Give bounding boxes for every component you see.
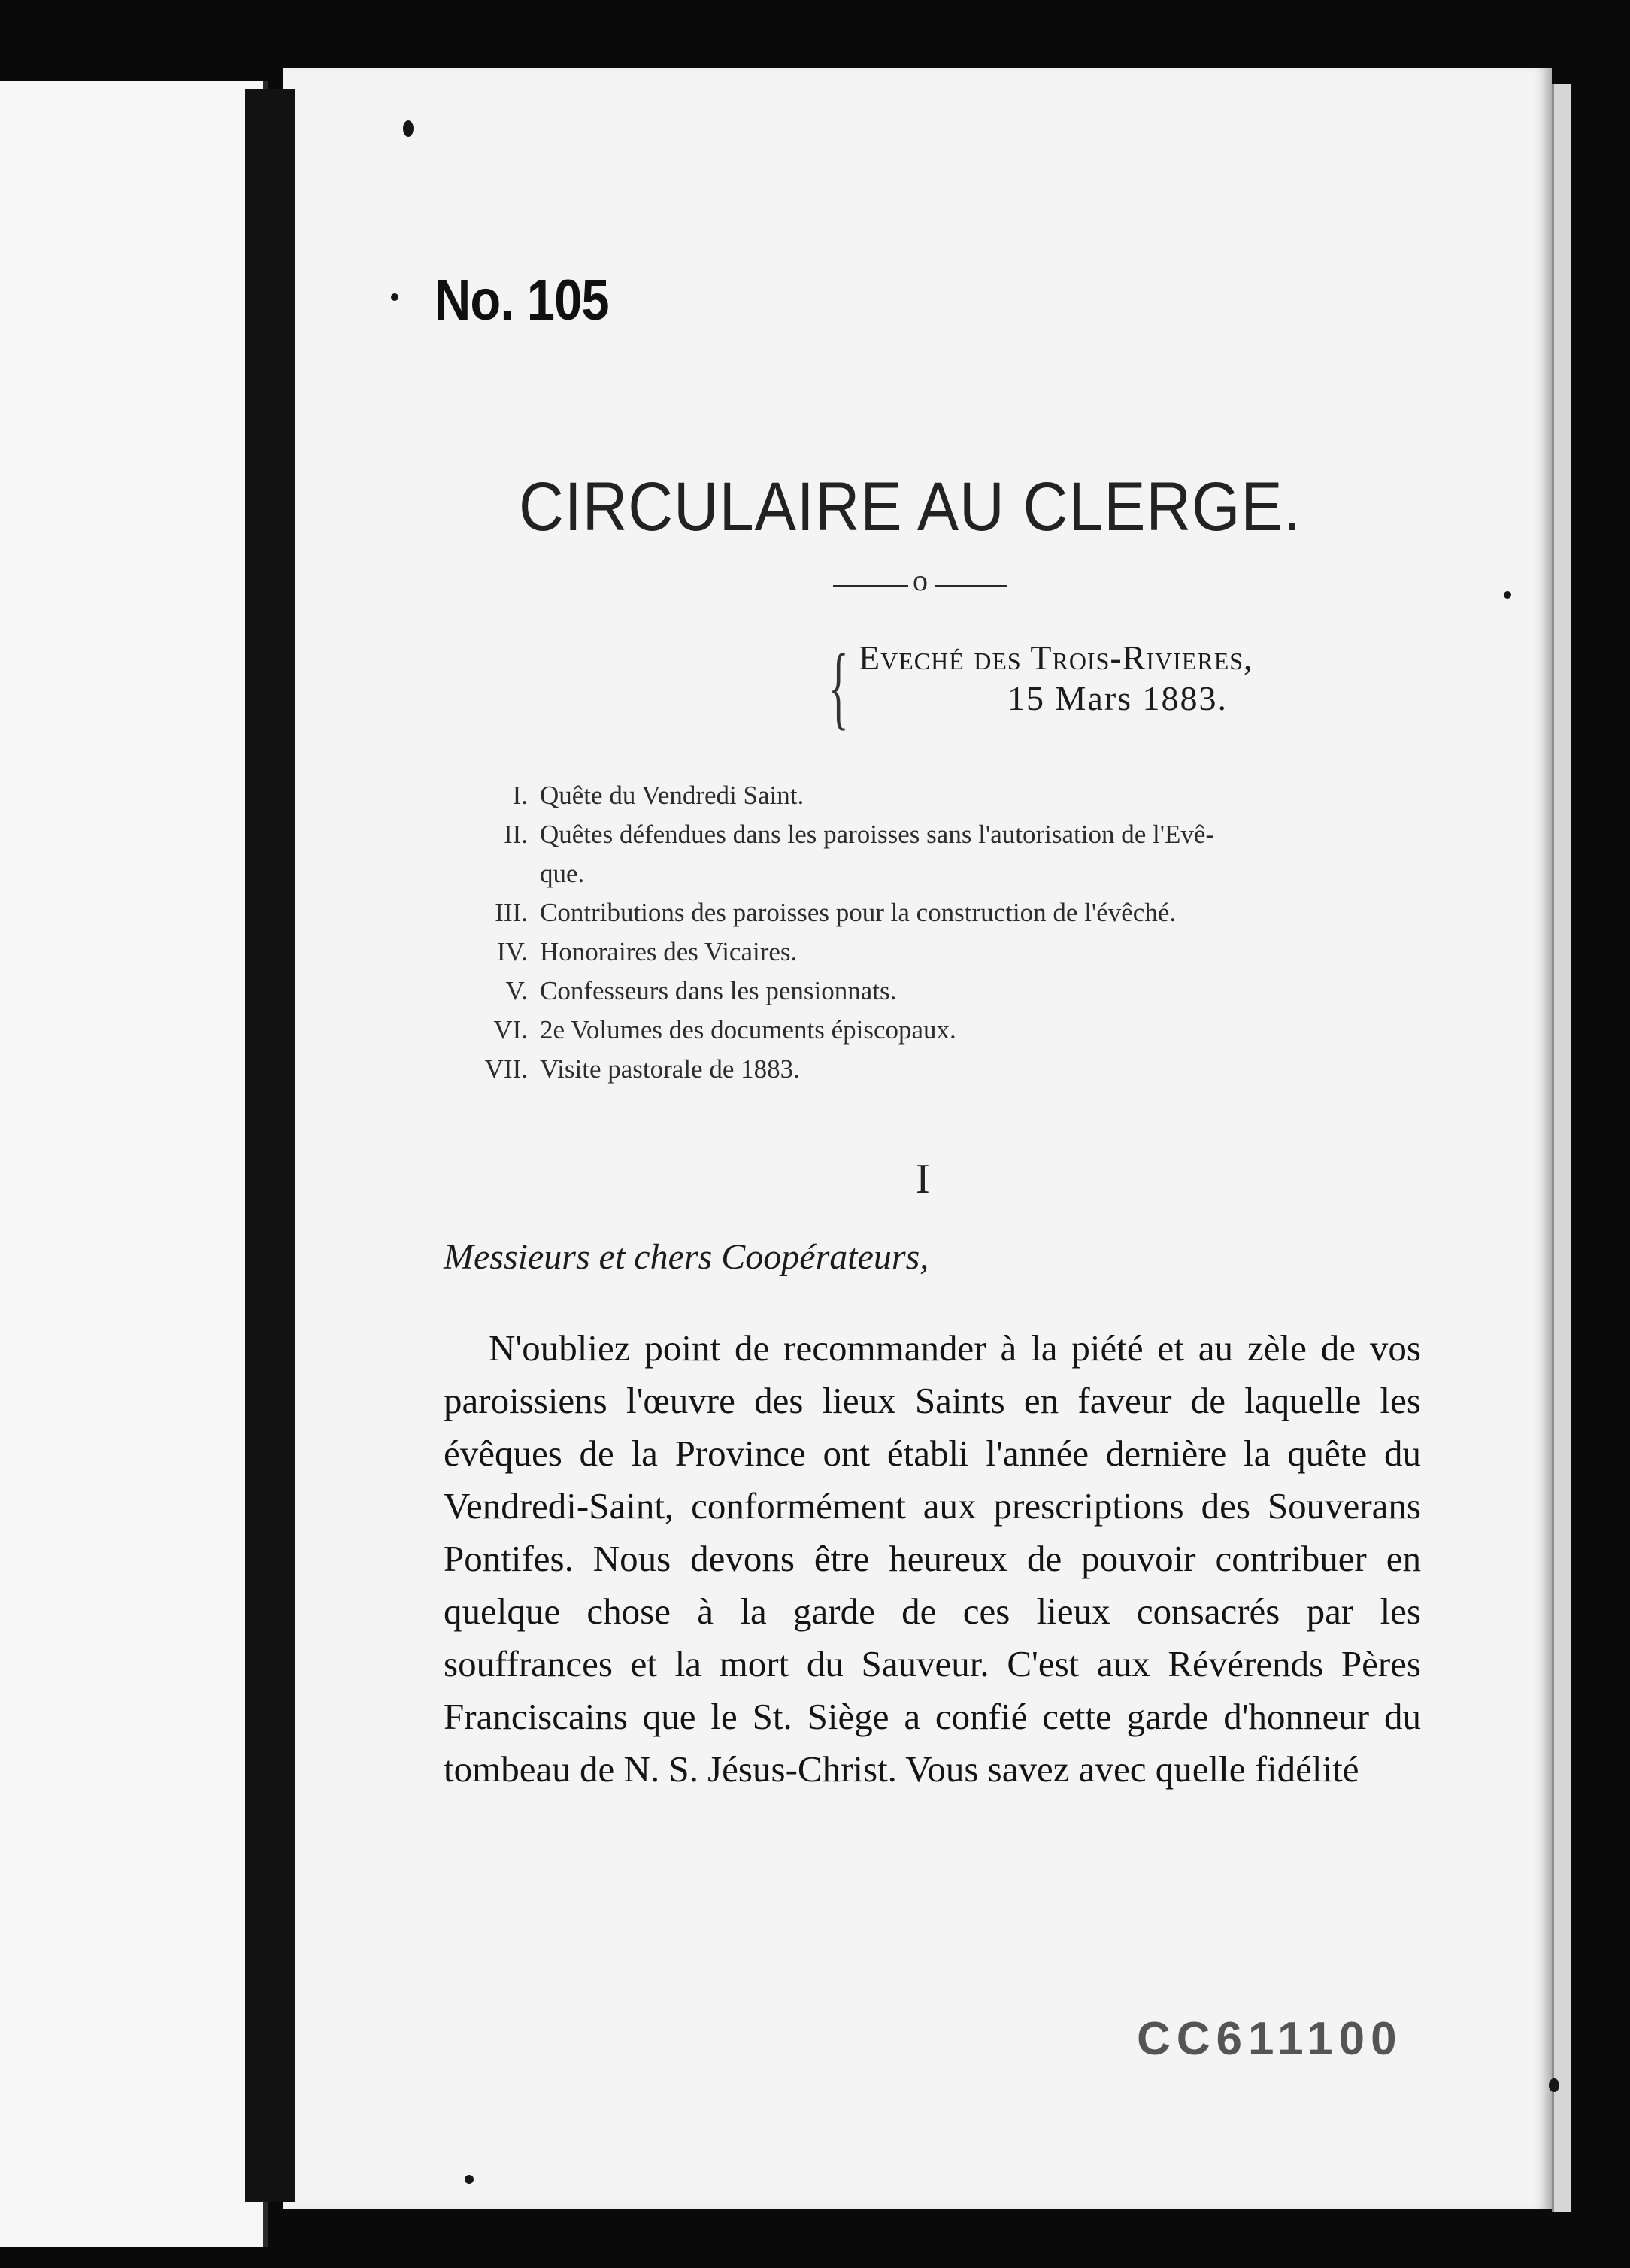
toc-item (444, 893, 1421, 932)
facing-page (0, 81, 268, 2247)
date-line: 15 Mars 1883. (1007, 679, 1229, 717)
toc-text: que. (540, 859, 585, 888)
toc-text: Visite pastorale de 1883. (540, 1054, 800, 1084)
toc-text: Honoraires des Vicaires. (540, 937, 798, 966)
separator-mark: o (913, 563, 928, 597)
place-line: Eveché des Trois-Rivieres, (859, 638, 1253, 677)
body-paragraph: N'oubliez point de recommander à la piété et au zèle de vos paroissiens l'œuvre des lieux Saints en faveur de laquelle les évêques de la Province ont établi l'année dernière la quête du Vendredi-Saint, conformément aux prescriptions des Souverans Pontifes. Nous devons être heureux de pouvoir contribuer en quelque chose à la garde de ces lieux consacrés par les souffrances et la mort du Sauveur. C'est aux Révérends Pères Franciscains que le St. Siège a confié cette garde d'honneur du tombeau de N. S. Jésus-Christ. Vous savez avec quelle fidélité (444, 1327, 1421, 1790)
page-title: CIRCULAIRE AU CLERGE. (519, 468, 1301, 545)
toc-item (444, 932, 1421, 972)
page-edge (1552, 84, 1571, 2212)
toc-text: Quête du Vendredi Saint. (540, 781, 804, 810)
document-page (283, 68, 1552, 2209)
dust-speck (1549, 2078, 1559, 2092)
dust-speck (465, 2175, 474, 2184)
toc-number: III. (495, 898, 528, 927)
toc-number: IV. (496, 937, 528, 966)
binding-spine (245, 89, 295, 2202)
brace-glyph: { (829, 635, 849, 738)
toc-item (444, 1011, 1421, 1050)
toc-item (444, 1050, 1421, 1089)
dust-speck (1504, 591, 1511, 599)
dust-speck (403, 120, 414, 137)
toc-number (444, 854, 540, 893)
toc-number: I. (512, 781, 528, 810)
toc-item (444, 972, 1421, 1011)
toc-item (444, 854, 1421, 893)
toc-number: VI. (493, 1015, 528, 1045)
toc-text: Quêtes défendues dans les paroisses sans l'autorisation de l'Evê- (540, 820, 1215, 849)
separator-rule-left (833, 585, 908, 587)
toc-text: Contributions des paroisses pour la construction de l'évêché. (540, 898, 1177, 927)
toc-number: VII. (484, 1054, 528, 1084)
separator-rule-right (935, 585, 1007, 587)
document-number: No. 105 (435, 268, 609, 332)
table-of-contents (444, 776, 1421, 1089)
toc-item (444, 776, 1421, 815)
toc-text: Confesseurs dans les pensionnats. (540, 976, 897, 1005)
toc-number: V. (505, 976, 528, 1005)
section-number: I (916, 1156, 930, 1202)
archive-stamp: CC611100 (1137, 2013, 1403, 2065)
dust-speck (391, 293, 398, 301)
toc-text: 2e Volumes des documents épiscopaux. (540, 1015, 956, 1045)
toc-item (444, 815, 1421, 854)
toc-number: II. (503, 820, 528, 849)
salutation: Messieurs et chers Coopérateurs, (444, 1237, 929, 1277)
